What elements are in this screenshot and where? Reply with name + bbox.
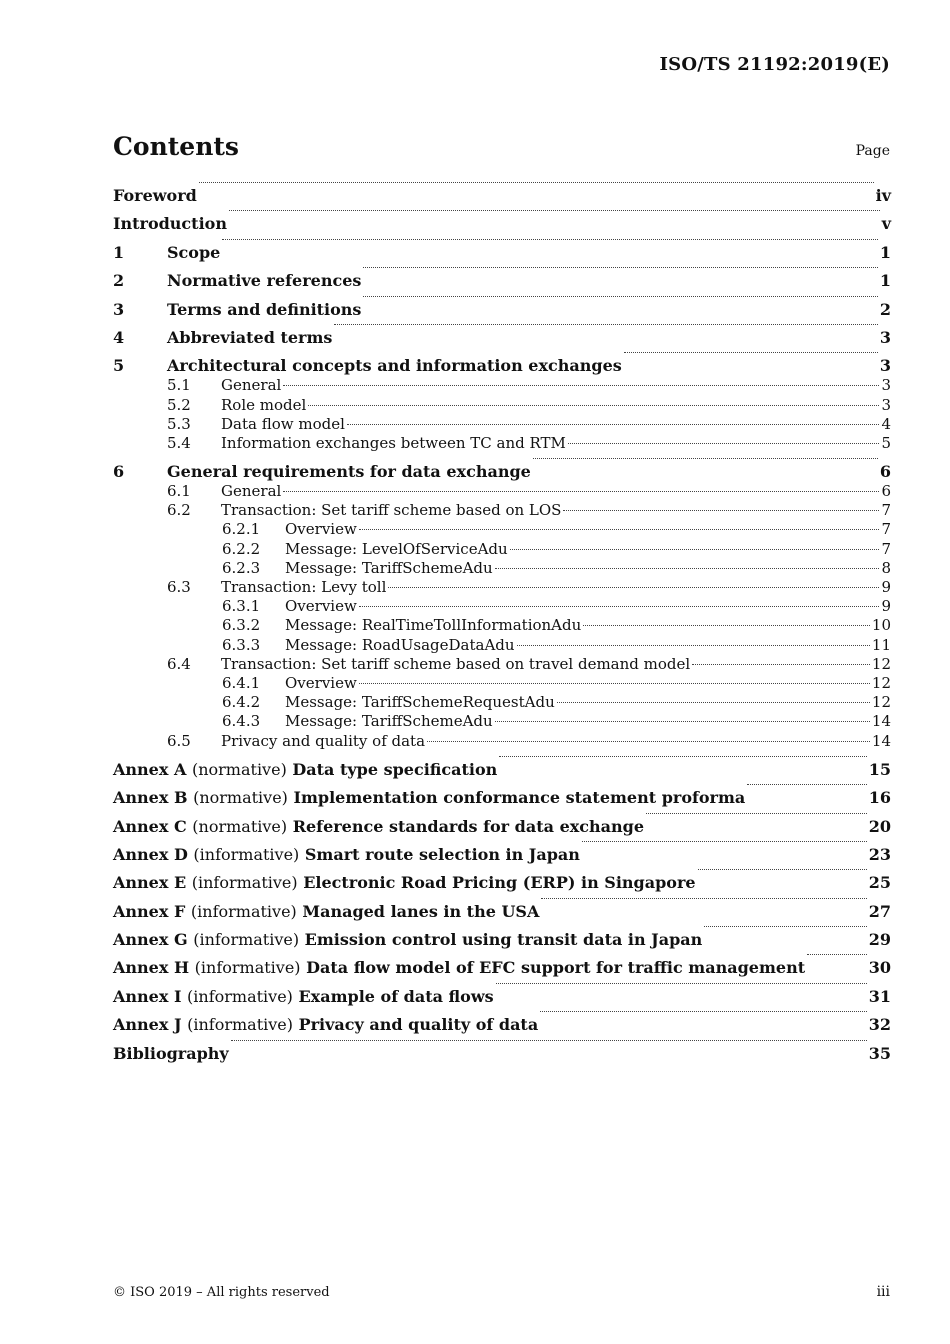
toc-number: 6.4.3 [222, 712, 261, 731]
dot-leader [624, 352, 878, 353]
toc-page: 7 [881, 501, 891, 520]
annex-label: Annex J [113, 1015, 182, 1035]
toc-entry-6-4-2[interactable] [113, 693, 891, 712]
dot-leader [334, 324, 877, 325]
toc-number: 6.2.1 [222, 520, 261, 539]
toc-title: Message: TariffSchemeAdu [285, 558, 493, 577]
page-column-label: Page [855, 143, 890, 159]
toc-page: 6 [879, 462, 891, 482]
toc-entry-5-3[interactable] [113, 415, 891, 434]
dot-leader [807, 954, 867, 955]
toc-title [113, 817, 644, 837]
toc-page: 7 [881, 539, 891, 558]
toc-number: 6.4.1 [222, 673, 261, 692]
dot-leader [283, 385, 879, 386]
annex-title: Reference standards for data exchange [292, 816, 645, 836]
toc-page: 35 [868, 1043, 891, 1063]
annex-label: Annex F [113, 901, 186, 921]
dot-leader [533, 458, 878, 459]
toc-title: Message: TariffSchemeRequestAdu [285, 693, 555, 712]
dot-leader [199, 182, 874, 183]
annex-title: Data flow model of EFC support for traffic management [306, 958, 806, 978]
toc-title: Scope [167, 242, 221, 262]
toc-entry-6-3[interactable] [113, 578, 891, 597]
toc-entry-6-3-2[interactable] [113, 616, 891, 635]
toc-entry-5-4[interactable] [113, 434, 891, 453]
toc-title: General [221, 376, 282, 395]
toc-title: Message: RoadUsageDataAdu [285, 635, 515, 654]
annex-label: Annex E [113, 873, 187, 893]
toc-page: 15 [868, 759, 891, 779]
toc-title [113, 902, 539, 922]
toc-entry-6-2-1[interactable] [113, 520, 891, 539]
toc-entry-6-2-3[interactable] [113, 559, 891, 578]
toc-title [113, 930, 702, 950]
toc-title: Role model [221, 395, 307, 414]
dot-leader [363, 296, 877, 297]
annex-title: Emission control using transit data in Japan [304, 930, 703, 950]
annex-label: Annex G [113, 930, 188, 950]
toc-number: 5.2 [167, 395, 191, 414]
dot-leader [495, 568, 880, 569]
toc-title: Foreword [113, 186, 197, 205]
toc-number: 5 [113, 356, 125, 376]
toc-number: 6.4.2 [222, 693, 261, 712]
toc-entry-6-3-1[interactable] [113, 597, 891, 616]
toc-page: v [881, 214, 891, 234]
annex-kind: (informative) [187, 986, 293, 1006]
toc-number: 6.2 [167, 501, 191, 520]
dot-leader [427, 741, 870, 742]
annex-label: Annex D [113, 844, 188, 864]
toc-title [113, 873, 696, 893]
dot-leader [359, 529, 880, 530]
toc-page: 20 [868, 816, 891, 836]
toc-title: Architectural concepts and information exchanges [167, 356, 622, 376]
toc-entry-bibliography[interactable] [113, 1044, 891, 1072]
toc-title: General requirements for data exchange [167, 462, 531, 482]
toc-title: Data flow model [221, 414, 345, 433]
toc-entry-6-5[interactable] [113, 732, 891, 751]
toc-page: 6 [881, 482, 891, 501]
toc-page: 16 [868, 788, 891, 808]
toc-page: 27 [868, 901, 891, 921]
toc-title: Privacy and quality of data [221, 731, 426, 750]
toc-page: 8 [881, 558, 891, 577]
dot-leader [704, 926, 866, 927]
dot-leader [646, 813, 867, 814]
toc-number: 3 [113, 299, 125, 319]
toc-number: 5.3 [167, 414, 191, 433]
toc-entry-6-4[interactable] [113, 655, 891, 674]
toc-entry-5-2[interactable] [113, 396, 891, 415]
toc-title: Transaction: Levy toll [221, 578, 387, 597]
toc-page: 3 [879, 356, 891, 376]
toc-page: 4 [881, 414, 891, 433]
toc-number: 6.3.3 [222, 635, 261, 654]
annex-kind: (informative) [190, 901, 297, 921]
dot-leader [747, 784, 866, 785]
toc-number: 1 [113, 242, 125, 262]
dot-leader [495, 721, 870, 722]
annex-title: Example of data flows [298, 986, 494, 1006]
toc-number: 2 [113, 271, 125, 291]
toc-number: 6 [113, 462, 125, 482]
annex-title: Electronic Road Pricing (ERP) in Singapore [303, 873, 696, 893]
toc-page: 25 [868, 873, 891, 893]
dot-leader [308, 405, 879, 406]
toc-title: Abbreviated terms [167, 327, 333, 347]
toc-title: Message: LevelOfServiceAdu [285, 539, 508, 558]
toc-page: 29 [868, 930, 891, 950]
document-id: ISO/TS 21192:2019(E) [659, 54, 890, 75]
toc-number: 6.2.2 [222, 539, 261, 558]
toc-entry-6-2-2[interactable] [113, 540, 891, 559]
toc-title [113, 987, 494, 1007]
toc-page: 14 [871, 731, 891, 750]
annex-title: Privacy and quality of data [298, 1015, 539, 1035]
annex-title: Smart route selection in Japan [304, 844, 580, 864]
toc-page: 12 [871, 693, 891, 712]
toc-page: 30 [868, 958, 891, 978]
annex-kind: (normative) [193, 788, 288, 808]
toc-page: iv [875, 186, 891, 205]
toc-entry-6-3-3[interactable] [113, 636, 891, 655]
toc-page: 1 [879, 242, 891, 262]
toc-page: 3 [881, 395, 891, 414]
toc-title: General [221, 482, 282, 501]
toc-title: Normative references [167, 271, 362, 291]
dot-leader [568, 443, 880, 444]
toc-title: Message: RealTimeTollInformationAdu [285, 616, 582, 635]
dot-leader [222, 239, 878, 240]
dot-leader [388, 587, 879, 588]
toc-page: 23 [868, 844, 891, 864]
toc-title: Introduction [113, 214, 227, 234]
toc-page: 3 [879, 327, 891, 347]
toc-title: Transaction: Set tariff scheme based on LOS [221, 501, 562, 520]
toc-number: 6.5 [167, 731, 191, 750]
toc-page: 5 [881, 433, 891, 452]
toc-title: Overview [285, 673, 357, 692]
toc-entry-annex-g[interactable] [113, 930, 891, 958]
toc-number: 4 [113, 327, 125, 347]
toc-entry-6-4-1[interactable] [113, 674, 891, 693]
toc-title [113, 958, 805, 978]
toc-number: 5.1 [167, 376, 191, 395]
toc-page: 11 [871, 635, 891, 654]
toc-page: 9 [881, 597, 891, 616]
toc-page: 14 [871, 712, 891, 731]
toc-number: 6.1 [167, 482, 191, 501]
toc-title: Message: TariffSchemeAdu [285, 712, 493, 731]
dot-leader [359, 606, 880, 607]
dot-leader [496, 983, 867, 984]
annex-label: Annex C [113, 816, 187, 836]
toc-entry-5-1[interactable] [113, 376, 891, 395]
toc-page: 12 [871, 654, 891, 673]
copyright-notice: © ISO 2019 – All rights reserved [113, 1285, 330, 1300]
toc-title [113, 760, 497, 780]
annex-label: Annex H [113, 958, 190, 978]
annex-label: Annex I [113, 986, 182, 1006]
dot-leader [229, 210, 880, 211]
annex-kind: (informative) [193, 844, 300, 864]
toc-title: Bibliography [113, 1043, 229, 1063]
annex-kind: (informative) [194, 958, 301, 978]
annex-kind: (informative) [187, 1015, 293, 1035]
toc-page: 1 [879, 271, 891, 291]
toc-page: 31 [868, 986, 891, 1006]
dot-leader [583, 625, 870, 626]
toc-page: 12 [871, 673, 891, 692]
toc-page: 3 [881, 376, 891, 395]
dot-leader [363, 267, 877, 268]
dot-leader [499, 756, 866, 757]
toc-title: Overview [285, 520, 357, 539]
dot-leader [359, 683, 870, 684]
page-number: iii [876, 1284, 890, 1300]
dot-leader [541, 898, 866, 899]
toc-page: 7 [881, 520, 891, 539]
annex-label: Annex B [113, 788, 188, 808]
toc-entry-6-4-3[interactable] [113, 712, 891, 731]
toc-title [113, 788, 745, 808]
toc-title: Information exchanges between TC and RTM [221, 433, 566, 452]
annex-kind: (informative) [191, 873, 298, 893]
toc-number: 6.3 [167, 578, 191, 597]
annex-label: Annex A [113, 759, 187, 779]
dot-leader [510, 549, 880, 550]
toc-number: 6.4 [167, 654, 191, 673]
toc-entry-6-1[interactable] [113, 482, 891, 501]
toc-page: 10 [871, 616, 891, 635]
annex-kind: (normative) [192, 816, 288, 836]
annex-title: Implementation conformance statement proforma [293, 788, 746, 808]
toc-title [113, 845, 580, 865]
toc-page: 32 [868, 1015, 891, 1035]
toc-number: 6.3.1 [222, 597, 261, 616]
toc-title [113, 1015, 538, 1035]
toc-page: 2 [879, 299, 891, 319]
toc-entry-6-2[interactable] [113, 501, 891, 520]
toc-entry-5[interactable] [113, 356, 891, 376]
toc-title: Overview [285, 597, 357, 616]
page-title: Contents [113, 132, 240, 161]
toc-title: Transaction: Set tariff scheme based on travel demand model [221, 654, 691, 673]
dot-leader [540, 1011, 867, 1012]
dot-leader [692, 664, 870, 665]
table-of-contents [113, 186, 891, 1072]
annex-title: Data type specification [292, 759, 498, 779]
annex-kind: (informative) [193, 930, 300, 950]
toc-number: 6.2.3 [222, 558, 261, 577]
dot-leader [563, 510, 879, 511]
toc-number: 6.3.2 [222, 616, 261, 635]
toc-title: Terms and definitions [167, 299, 362, 319]
dot-leader [582, 841, 867, 842]
dot-leader [347, 424, 880, 425]
annex-title: Managed lanes in the USA [302, 901, 540, 921]
dot-leader [557, 702, 870, 703]
toc-number: 5.4 [167, 433, 191, 452]
dot-leader [698, 869, 867, 870]
toc-entry-6[interactable] [113, 462, 891, 482]
dot-leader [231, 1040, 867, 1041]
dot-leader [517, 645, 870, 646]
toc-page: 9 [881, 578, 891, 597]
dot-leader [283, 491, 879, 492]
annex-kind: (normative) [191, 759, 287, 779]
